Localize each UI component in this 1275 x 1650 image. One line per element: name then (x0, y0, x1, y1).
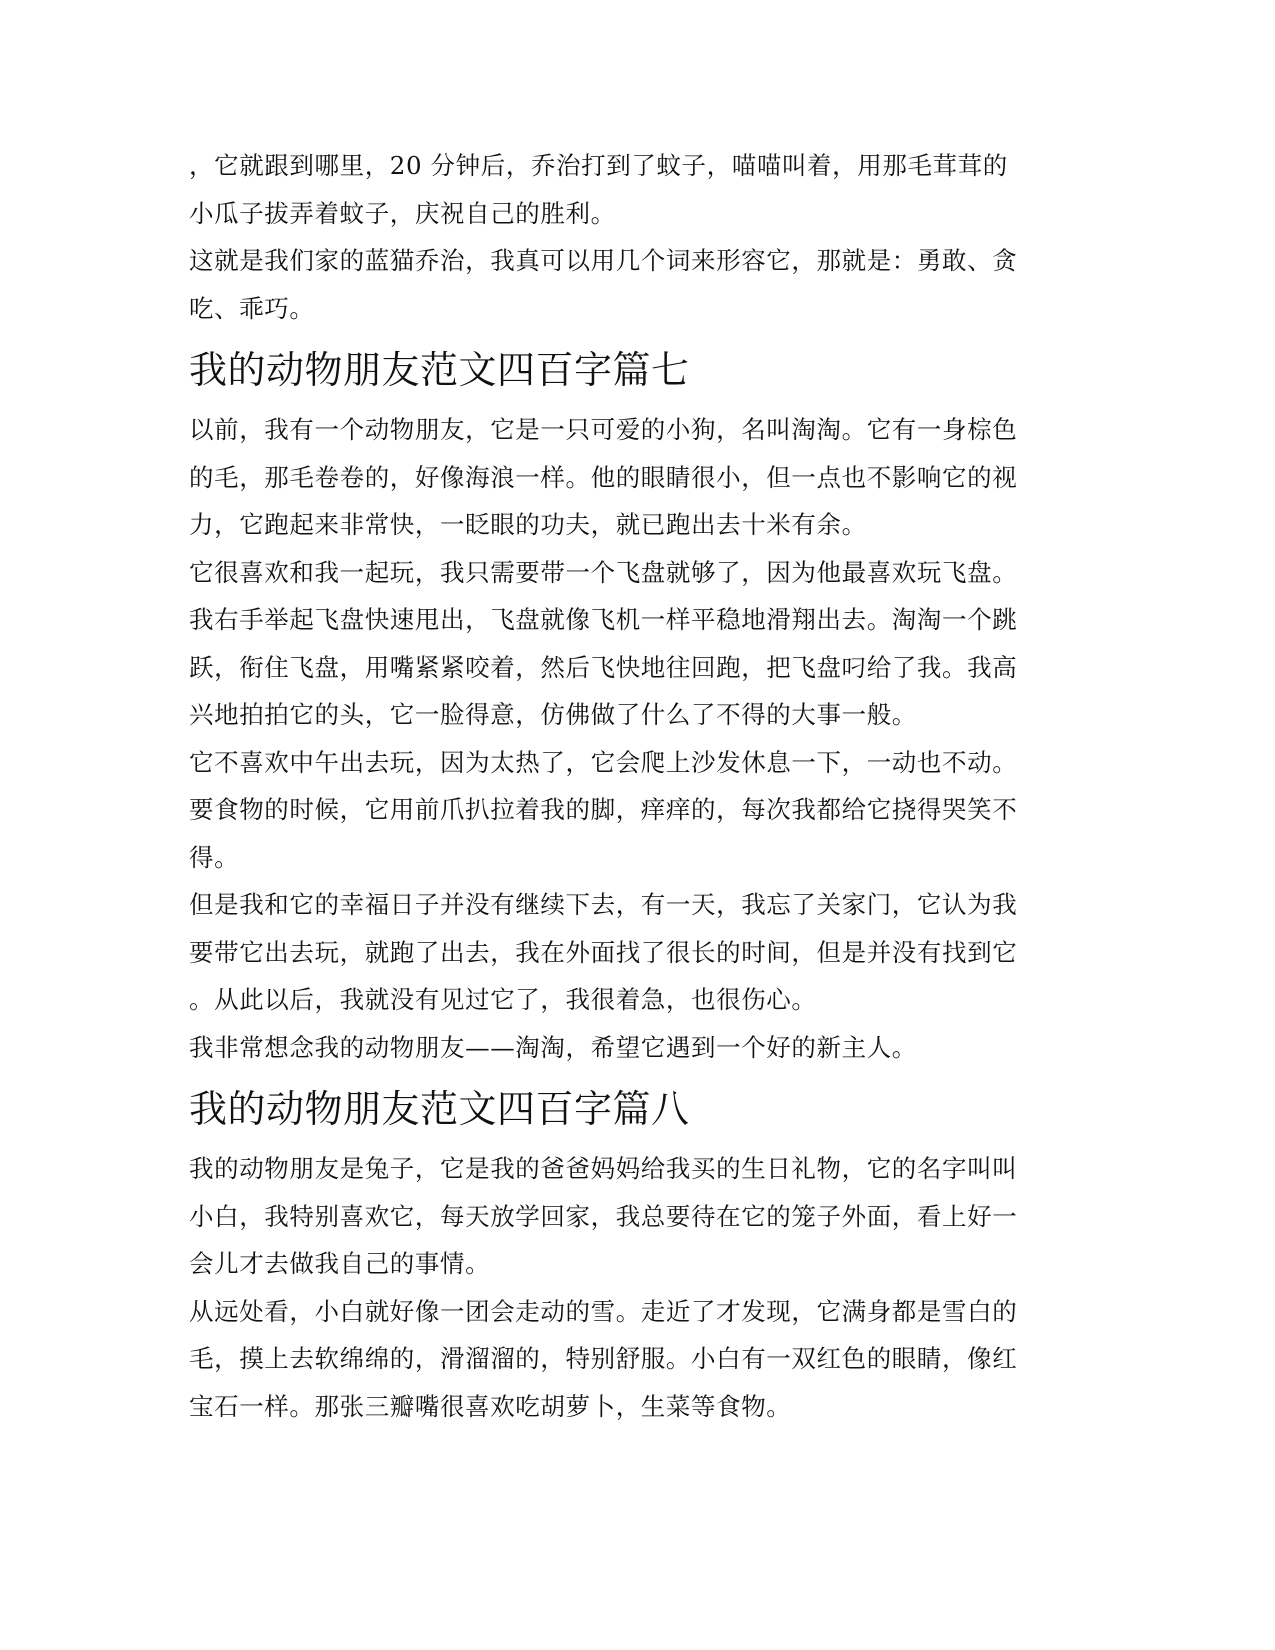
text-line: 会儿才去做我自己的事情。 (189, 1249, 491, 1278)
text-line: 跃，衔住飞盘，用嘴紧紧咬着，然后飞快地往回跑，把飞盘叼给了我。我高 (189, 652, 1018, 682)
text-line: 要带它出去玩，就跑了出去，我在外面找了很长的时间，但是并没有找到它 (189, 937, 1018, 967)
text-line: 。从此以后，我就没有见过它了，我很着急，也很伤心。 (189, 985, 817, 1014)
text-line: 要食物的时候，它用前爪扒拉着我的脚，痒痒的，每次我都给它挠得哭笑不 (189, 795, 1018, 824)
paragraph (189, 142, 1089, 237)
text-line: 我的动物朋友是兔子，它是我的爸爸妈妈给我买的生日礼物，它的名字叫叫 (189, 1154, 1018, 1183)
text-line: 这就是我们家的蓝猫乔治，我真可以用几个词来形容它，那就是：勇敢、贪 (189, 246, 1018, 275)
text-line: 从远处看，小白就好像一团会走动的雪。走近了才发现，它满身都是雪白的 (189, 1296, 1018, 1326)
paragraph (189, 739, 1089, 882)
paragraph (189, 881, 1089, 1024)
section-essay-seven (189, 334, 1089, 1071)
paragraph (189, 549, 1089, 739)
text-line: 但是我和它的幸福日子并没有继续下去，有一天，我忘了关家门，它认为我 (189, 890, 1018, 919)
paragraph (189, 1145, 1089, 1288)
text-line: 我非常想念我的动物朋友——淘淘，希望它遇到一个好的新主人。 (189, 1032, 917, 1062)
text-line: 我右手举起飞盘快速甩出，飞盘就像飞机一样平稳地滑翔出去。淘淘一个跳 (189, 605, 1018, 634)
section-heading: 我的动物朋友范文四百字篇七 (189, 348, 690, 392)
section-continuation (189, 142, 1089, 332)
text-line: 以前，我有一个动物朋友，它是一只可爱的小狗，名叫淘淘。它有一身棕色 (189, 415, 1018, 444)
text-line: 它很喜欢和我一起玩，我只需要带一个飞盘就够了，因为他最喜欢玩飞盘。 (189, 557, 1018, 587)
text-line: 小白，我特别喜欢它，每天放学回家，我总要待在它的笼子外面，看上好一 (189, 1201, 1018, 1231)
text-line: 得。 (189, 842, 240, 872)
text-line: 吃、乖巧。 (189, 293, 315, 323)
paragraph (189, 237, 1089, 332)
text-line: 小瓜子拔弄着蚊子，庆祝自己的胜利。 (189, 198, 616, 228)
paragraph (189, 1288, 1089, 1431)
paragraph (189, 406, 1089, 549)
document-page (189, 142, 1089, 1430)
text-line: ，它就跟到哪里，20 分钟后，乔治打到了蚊子，喵喵叫着，用那毛茸茸的 (189, 151, 1008, 180)
text-line: 力，它跑起来非常快，一眨眼的功夫，就已跑出去十米有余。 (189, 510, 867, 539)
section-essay-eight (189, 1073, 1089, 1430)
text-line: 毛，摸上去软绵绵的，滑溜溜的，特别舒服。小白有一双红色的眼睛，像红 (189, 1344, 1018, 1373)
paragraph (189, 1024, 1089, 1072)
text-line: 的毛，那毛卷卷的，好像海浪一样。他的眼睛很小，但一点也不影响它的视 (189, 462, 1018, 492)
text-line: 兴地拍拍它的头，它一脸得意，仿佛做了什么了不得的大事一般。 (189, 700, 917, 729)
section-heading: 我的动物朋友范文四百字篇八 (189, 1087, 690, 1131)
text-line: 它不喜欢中午出去玩，因为太热了，它会爬上沙发休息一下，一动也不动。 (189, 747, 1018, 777)
text-line: 宝石一样。那张三瓣嘴很喜欢吃胡萝卜，生菜等食物。 (189, 1391, 792, 1421)
